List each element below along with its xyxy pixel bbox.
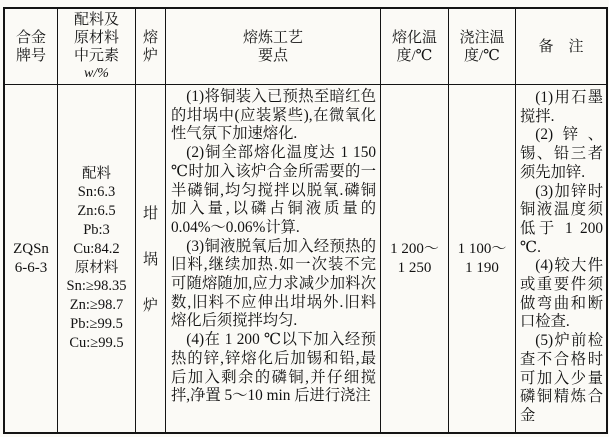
alloy-grade-line2: 6-6-3 — [14, 259, 48, 276]
header-pouring-temp — [448, 9, 515, 85]
process-step-1: (1)将铜装入已预热至暗红色的坩埚中(应装紧些),在微氧化性气氛下加速熔化. — [171, 88, 376, 143]
composition-heading: 配料 — [82, 165, 111, 182]
cell-remarks — [515, 85, 606, 432]
cell-composition — [57, 85, 135, 432]
pouring-temp-line2: 1 190 — [465, 259, 499, 276]
raw-material-pb: Pb:≥99.5 — [70, 315, 123, 332]
remark-4: (4)较大件或重要件须做弯曲和断口检查. — [520, 257, 603, 331]
header-remarks — [515, 9, 606, 85]
raw-material-heading: 原材料 — [74, 259, 119, 276]
header-furnace-label: 熔炉 — [142, 29, 158, 64]
header-alloy-grade-line2: 牌号 — [15, 47, 46, 64]
process-step-4: (4)在 1 200 ℃以下加入经预热的锌,锌熔化后加锡和铅,最后加入剩余的磷铜,并仔细搅拌,净置 5～10 min 后进行浇注 — [171, 331, 376, 405]
header-furnace — [135, 9, 165, 85]
composition-pb: Pb:3 — [83, 221, 110, 238]
composition-sn: Sn:6.3 — [77, 184, 116, 201]
raw-material-sn: Sn:≥98.35 — [66, 278, 127, 295]
header-process-line1: 熔炼工艺 — [242, 29, 303, 46]
process-step-2: (2)铜全部熔化温度达 1 150 ℃时加入该炉合金所需要的一半磷铜,均匀搅拌以脱氧.磷铜加入量,以磷占铜液质量的 0.04%～0.06%计算. — [171, 144, 376, 236]
cell-alloy-grade — [5, 85, 57, 432]
furnace-char-2: 埚 — [142, 252, 158, 268]
remark-1: (1)用石墨搅拌. — [520, 89, 603, 125]
remark-5: (5)炉前检查不合格时可加入少量磷铜精炼合金 — [520, 332, 603, 424]
remark-2: (2)锌、锡、铅三者须先加锌. — [520, 126, 603, 181]
cell-process-steps — [165, 85, 380, 432]
melting-temp-line2: 1 250 — [397, 259, 432, 276]
furnace-char-1: 坩 — [142, 206, 158, 222]
header-pouring-temp-line1: 浇注温 — [459, 29, 505, 46]
header-ingredients-line1: 配料及 — [73, 11, 119, 28]
process-step-3: (3)铜液脱氧后加入经预热的旧料,继续加热.如一次装不完可随熔随加,应力求减少加料次数,旧料不应伸出坩埚外.旧料熔化后须搅拌均匀. — [171, 237, 376, 330]
header-ingredients-symbol: w/% — [84, 65, 109, 81]
composition-cu: Cu:84.2 — [73, 240, 120, 257]
header-process-line2: 要点 — [257, 47, 288, 64]
pouring-temp-line1: 1 100～ — [457, 240, 507, 257]
header-melting-temp — [380, 9, 448, 85]
composition-zn: Zn:6.5 — [77, 203, 116, 220]
smelting-process-table — [3, 7, 608, 434]
furnace-char-3: 炉 — [142, 298, 158, 314]
remark-3: (3)加锌时铜液温度须低于 1 200 ℃. — [520, 182, 603, 256]
header-melting-temp-line2: 度/℃ — [396, 47, 433, 64]
header-alloy-grade-line1: 合金 — [15, 29, 46, 46]
cell-furnace-type — [135, 85, 165, 432]
header-ingredients — [57, 9, 135, 85]
cell-pouring-temp — [448, 85, 515, 432]
raw-material-zn: Zn:≥98.7 — [69, 297, 124, 314]
alloy-grade-line1: ZQSn — [13, 240, 49, 257]
header-remarks-label: 备 注 — [538, 38, 584, 55]
header-ingredients-line2: 原材料 — [73, 29, 119, 46]
header-process — [165, 9, 380, 85]
cell-melting-temp — [380, 85, 448, 432]
header-melting-temp-line1: 熔化温 — [391, 29, 437, 46]
header-alloy-grade — [5, 9, 57, 85]
header-pouring-temp-line2: 度/℃ — [464, 47, 500, 64]
melting-temp-line1: 1 200～ — [390, 240, 439, 257]
raw-material-cu: Cu:≥99.5 — [69, 334, 124, 351]
header-ingredients-line3: 中元素 — [73, 47, 119, 64]
